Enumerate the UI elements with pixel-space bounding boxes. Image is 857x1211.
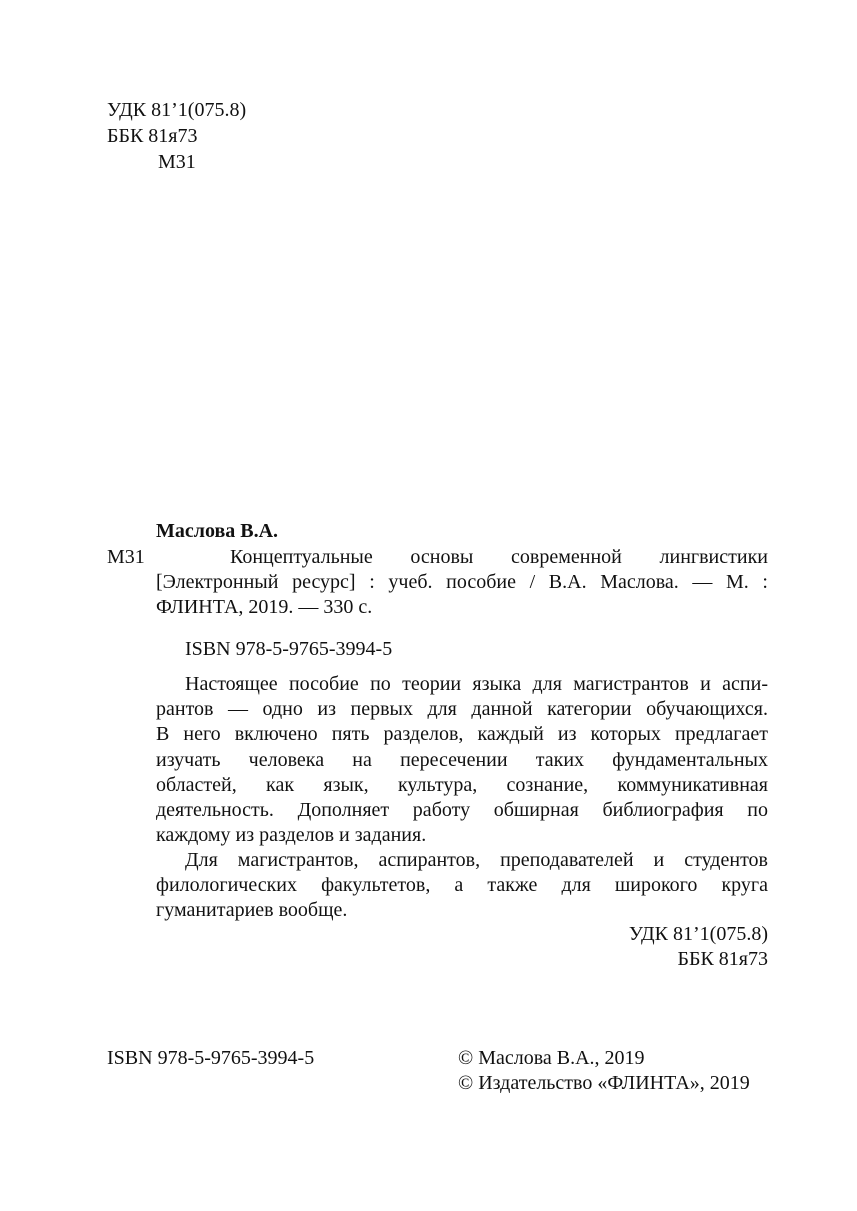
card-title-line-3: ФЛИНТА, 2019. — 330 с.	[156, 596, 373, 619]
card-title-line-1: Концептуальные основы современной лингвистики	[230, 546, 768, 568]
card-isbn: ISBN 978-5-9765-3994-5	[185, 638, 393, 660]
footer-isbn: ISBN 978-5-9765-3994-5	[107, 1047, 315, 1069]
audience-line-3: гуманитариев вообще.	[156, 899, 348, 922]
footer-copyright-publisher: © Издательство «ФЛИНТА», 2019	[458, 1072, 750, 1094]
card-udk: УДК 81’1(075.8)	[628, 923, 768, 945]
audience-line-2: филологических факультетов, а также для широкого круга	[156, 874, 768, 897]
header-author-code: М31	[158, 151, 196, 173]
header-udk: УДК 81’1(075.8)	[107, 99, 247, 121]
annotation-line-4: изучать человека на пересечении таких фундаментальных	[156, 748, 768, 771]
card-annotation	[156, 672, 768, 848]
card-title-line-2: [Электронный ресурс] : учеб. пособие / В.А. Маслова. — М. :	[156, 571, 768, 594]
audience-line-1: Для магистрантов, аспирантов, преподавателей и студентов	[185, 849, 768, 871]
card-title-block	[156, 545, 768, 621]
card-bbk: ББК 81я73	[677, 948, 768, 970]
annotation-line-1: Настоящее пособие по теории языка для магистрантов и аспи-	[185, 673, 768, 695]
annotation-line-6: деятельность. Дополняет работу обширная библиография по	[156, 799, 768, 822]
card-audience	[156, 848, 768, 924]
annotation-line-5: областей, как язык, культура, сознание, коммуникативная	[156, 773, 768, 796]
annotation-line-2: рантов — одно из первых для данной категории обучающихся.	[156, 698, 768, 721]
header-bbk: ББК 81я73	[107, 125, 198, 147]
annotation-line-3: В него включено пять разделов, каждый из которых предлагает	[156, 723, 768, 746]
card-author: Маслова В.А.	[156, 520, 279, 542]
annotation-line-7: каждому из разделов и задания.	[156, 824, 427, 847]
footer-copyright-author: © Маслова В.А., 2019	[458, 1047, 645, 1069]
card-author-code: М31	[107, 546, 145, 568]
